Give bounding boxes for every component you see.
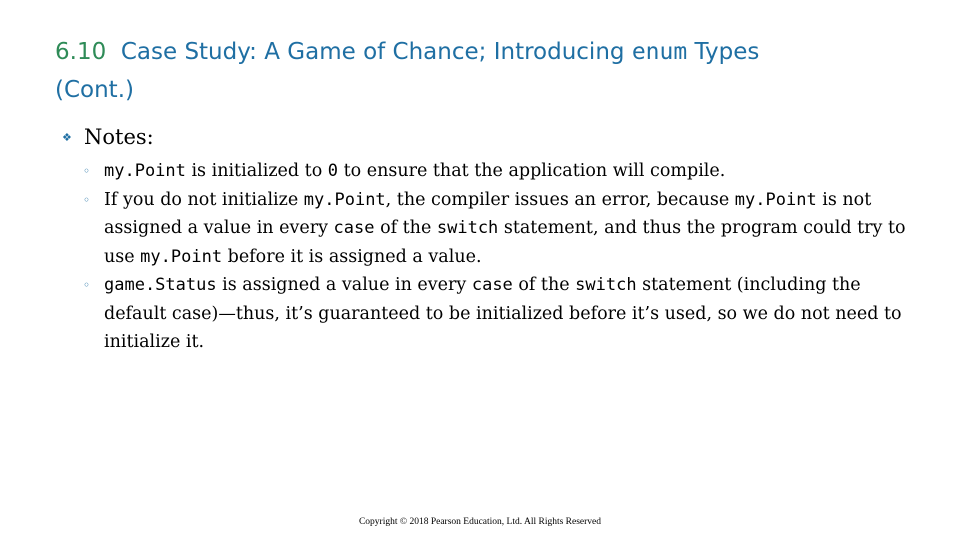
note-text: , the compiler issues an error, because [385, 189, 735, 210]
title-text-line2: (Cont.) [55, 77, 134, 103]
note-text: is assigned a value in every [216, 275, 472, 295]
code-text: my.Point [303, 189, 386, 210]
copyright-footer: Copyright © 2018 Pearson Education, Ltd. All Rights Reserved [358, 517, 602, 527]
notes-label: Notes: [84, 125, 154, 149]
circle-bullet-icon: ◦ [83, 278, 91, 292]
note-text: statement, and thus the program could try to use [104, 218, 906, 267]
note-item [80, 271, 910, 357]
title-text-part1: Case Study: A Game of Chance; Introducing [120, 39, 632, 65]
note-text: of the [512, 275, 576, 295]
code-text: my.Point [734, 189, 817, 210]
note-text: to ensure that the application will compile. [338, 161, 726, 181]
code-text: game.Status [104, 275, 217, 295]
note-text: before it is assigned a value. [222, 246, 482, 267]
note-text: statement (including the default case)—thus, it’s guaranteed to be initialized before it’s used, so we do not need to initialize it. [104, 275, 902, 352]
circle-bullet-icon: ◦ [83, 192, 91, 207]
section-number: 6.10 [55, 39, 107, 65]
notes-list [80, 157, 910, 357]
note-text: is not assigned a value in every [104, 189, 872, 238]
code-text: 0 [327, 161, 339, 181]
code-text: case [471, 275, 513, 295]
code-text: switch [575, 275, 637, 295]
notes-bullet [62, 124, 154, 150]
code-text: switch [436, 218, 499, 238]
slide-title [55, 33, 935, 109]
note-item [80, 186, 910, 272]
note-text: is initialized to [185, 161, 328, 181]
code-text: case [333, 218, 375, 238]
diamond-bullet-icon: ❖ [62, 130, 72, 144]
note-text: of the [374, 218, 437, 238]
title-code-enum: enum [631, 39, 688, 65]
title-text-part2: Types [687, 39, 760, 65]
note-text: If you do not initialize [104, 189, 304, 210]
note-item [80, 157, 910, 186]
circle-bullet-icon: ◦ [83, 164, 91, 178]
code-text: my.Point [140, 246, 223, 267]
code-text: my.Point [104, 161, 186, 181]
